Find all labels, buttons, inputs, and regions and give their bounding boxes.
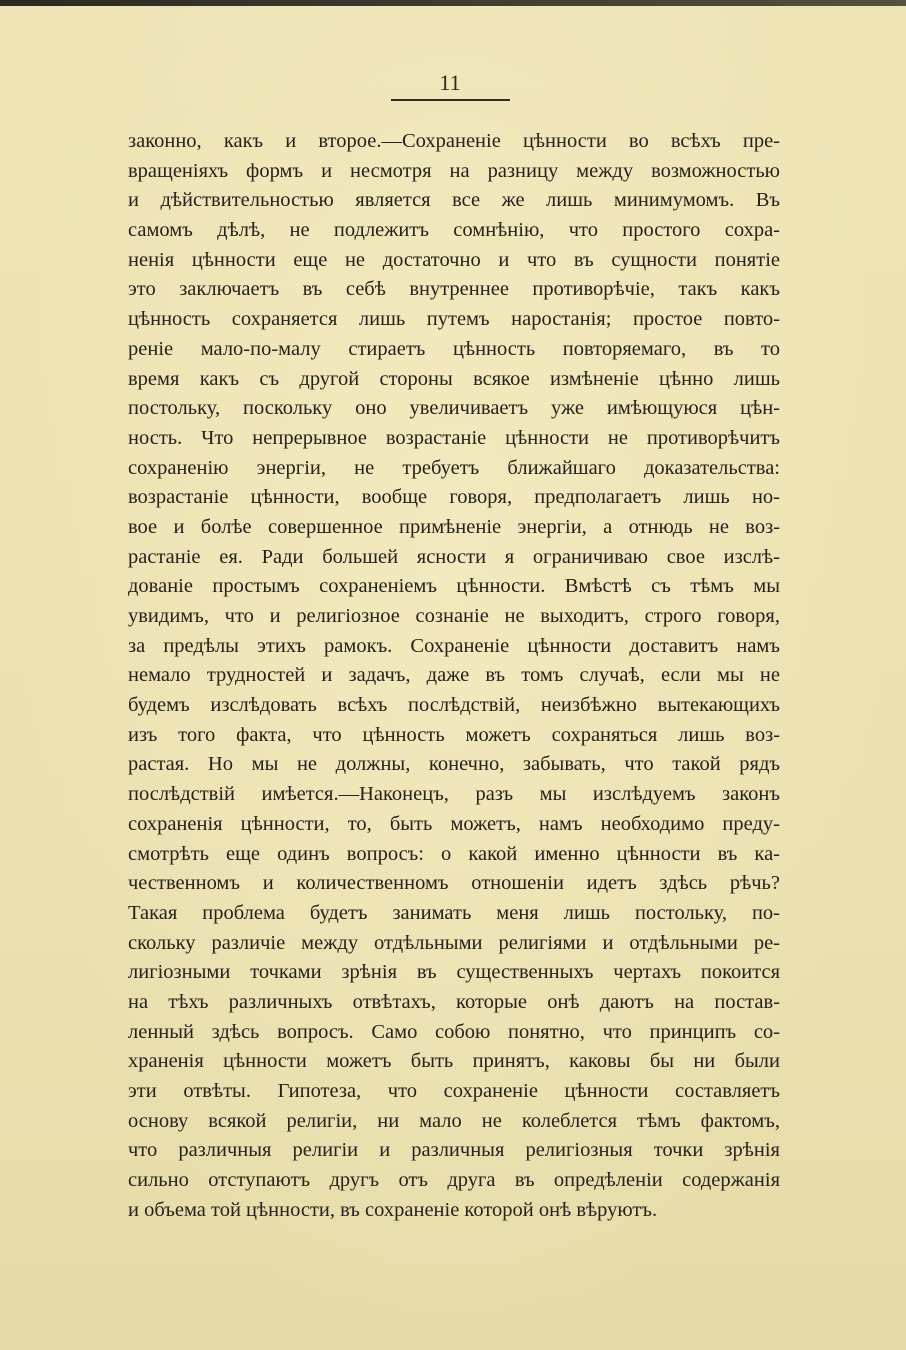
body-text [128, 127, 780, 1225]
text-line: на тѣхъ различныхъ отвѣтахъ, которые онѣ даютъ на постав- [128, 990, 780, 1013]
text-line: дованіе простымъ сохраненіемъ цѣнности. Вмѣстѣ съ тѣмъ мы [128, 575, 780, 598]
text-line: реніе мало-по-малу стираетъ цѣнность повторяемаго, въ то [128, 337, 780, 360]
text-line: основу всякой религіи, ни мало не колеблется тѣмъ фактомъ, [128, 1109, 780, 1132]
text-line: лигіозными точками зрѣнія въ существенныхъ чертахъ покоится [128, 961, 780, 984]
text-line: растаніе ея. Ради большей ясности я ограничиваю свое изслѣ- [128, 545, 780, 568]
text-line: храненія цѣнности можетъ быть принятъ, каковы бы ни были [128, 1050, 780, 1073]
text-line: ность. Что непрерывное возрастаніе цѣнности не противорѣчитъ [128, 426, 780, 449]
scan-top-edge [0, 0, 906, 6]
text-line: сохраненія цѣнности, то, быть можетъ, намъ необходимо преду- [128, 812, 780, 835]
text-line: за предѣлы этихъ рамокъ. Сохраненіе цѣнности доставитъ намъ [128, 634, 780, 657]
text-line: и дѣйствительностью является все же лишь минимумомъ. Въ [128, 189, 780, 212]
text-line: и объема той цѣнности, въ сохраненіе которой онѣ вѣруютъ. [128, 1198, 658, 1221]
text-line: законно, какъ и второе.—Сохраненіе цѣнности во всѣхъ пре- [128, 130, 780, 152]
page-number: 11 [439, 70, 461, 95]
page-number-rule [391, 99, 510, 101]
text-line: увидимъ, что и религіозное сознаніе не выходитъ, строго говоря, [128, 605, 780, 627]
text-line: время какъ съ другой стороны всякое измѣненіе цѣнно лишь [128, 367, 780, 390]
text-line: скольку различіе между отдѣльными религіями и отдѣльными ре- [128, 931, 780, 954]
text-line: чественномъ и количественномъ отношеніи идетъ здѣсь рѣчь? [128, 872, 780, 895]
text-line: изъ того факта, что цѣнность можетъ сохраняться лишь воз- [128, 723, 780, 746]
text-line: возрастаніе цѣнности, вообще говоря, предполагаетъ лишь но- [128, 486, 780, 509]
text-line: будемъ изслѣдовать всѣхъ послѣдствій, неизбѣжно вытекающихъ [128, 694, 780, 717]
text-line: это заключаетъ въ себѣ внутреннее противорѣчіе, такъ какъ [128, 278, 780, 301]
text-line: Такая проблема будетъ занимать меня лишь постольку, по- [128, 901, 780, 924]
text-line: постольку, поскольку оно увеличиваетъ уже имѣющуюся цѣн- [128, 397, 780, 420]
text-line: ненія цѣнности еще не достаточно и что въ сущности понятіе [128, 248, 780, 271]
text-line: вое и болѣе совершенное примѣненіе энергіи, а отнюдь не воз- [128, 515, 780, 538]
text-line: смотрѣть еще одинъ вопросъ: о какой именно цѣнности въ ка- [128, 842, 780, 865]
text-line: ленный здѣсь вопросъ. Само собою понятно, что принципъ со- [128, 1020, 780, 1043]
text-line: что различныя религіи и различныя религіозныя точки зрѣнія [128, 1139, 780, 1162]
text-line: вращеніяхъ формъ и несмотря на разницу между возможностью [128, 159, 780, 182]
text-line: сохраненію энергіи, не требуетъ ближайшаго доказательства: [128, 456, 780, 479]
text-line: немало трудностей и задачъ, даже въ томъ случаѣ, если мы не [128, 664, 780, 687]
text-line: самомъ дѣлѣ, не подлежитъ сомнѣнію, что простого сохра- [128, 219, 780, 242]
text-line: растая. Но мы не должны, конечно, забывать, что такой рядъ [128, 753, 780, 776]
text-line: сильно отступаютъ другъ отъ друга въ опредѣленіи содержанія [128, 1169, 780, 1192]
text-line: эти отвѣты. Гипотеза, что сохраненіе цѣнности составляетъ [128, 1080, 780, 1102]
text-line: послѣдствій имѣется.—Наконецъ, разъ мы изслѣдуемъ законъ [128, 783, 780, 806]
text-line: цѣнность сохраняется лишь путемъ наростанія; простое повто- [128, 308, 780, 331]
